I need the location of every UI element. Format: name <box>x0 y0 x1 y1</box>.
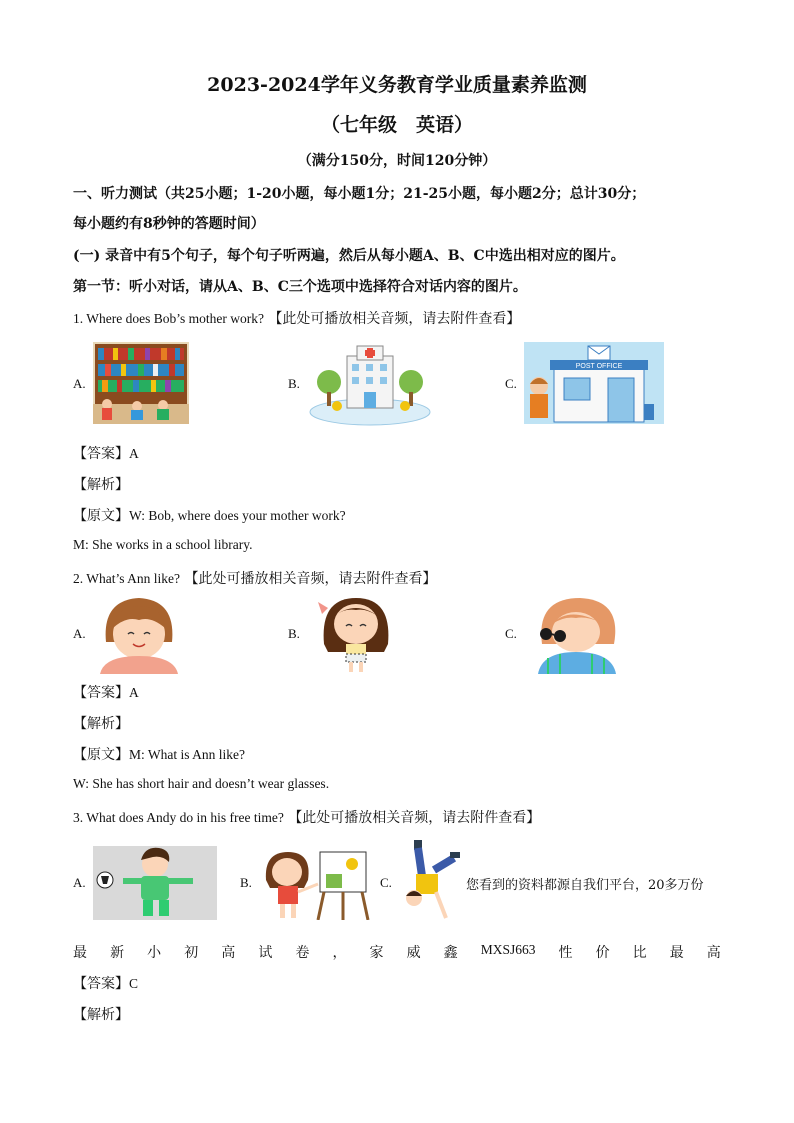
watermark-char: 新 <box>110 945 125 961</box>
hospital-image <box>307 342 433 426</box>
question-2-stem: 2. What’s Ann like? <box>73 571 180 586</box>
watermark-char: ， <box>332 945 347 961</box>
q1-answer-value: A <box>129 446 139 461</box>
question-3-audio-note: 【此处可播放相关音频，请去附件查看】 <box>288 810 541 826</box>
section-heading-line1: 一、听力测试（共25小题；1-20小题，每小题1分；21-25小题，每小题2分；总计30分； <box>73 186 646 202</box>
q2-original-line2: W: She has short hair and doesn’t wear glasses. <box>73 776 330 791</box>
watermark-char: 家 <box>369 945 384 961</box>
section-heading-line2: 每小题约有8秒钟的答题时间） <box>73 216 265 232</box>
post-office-image <box>524 342 664 424</box>
part-instruction: (一) 录音中有5个句子，每个句子听两遍，然后从每小题A、B、C中选出相对应的图片。 <box>73 248 625 264</box>
q2-answer-value: A <box>129 685 139 700</box>
q3-answer-label: 【答案】 <box>73 976 129 992</box>
subsection-instruction: 第一节：听小对话，请从A、B、C三个选项中选择符合对话内容的图片。 <box>73 279 527 295</box>
long-hair-girl-image <box>314 594 398 674</box>
watermark-char: 威 <box>406 945 421 961</box>
q1-original-label: 【原文】 <box>73 508 129 524</box>
boy-dancing-image <box>400 840 464 924</box>
q3-analysis-label: 【解析】 <box>73 1007 129 1023</box>
watermark-char: 最 <box>73 945 87 961</box>
q2-option-c-label: C. <box>505 626 517 641</box>
q2-answer-label: 【答案】 <box>73 685 129 701</box>
watermark-line2 <box>73 942 721 962</box>
page-subtitle: （七年级 英语） <box>320 114 473 136</box>
q2-original <box>73 744 245 764</box>
q1-original-line2: M: She works in a school library. <box>73 537 253 552</box>
watermark-char: 小 <box>147 945 162 961</box>
q2-analysis-label: 【解析】 <box>73 716 129 732</box>
q3-answer <box>73 973 138 993</box>
q1-answer <box>73 443 139 463</box>
watermark-line1: 您看到的资料都源自我们平台，20多万份 <box>466 878 704 893</box>
q1-option-a-label: A. <box>73 376 86 391</box>
glasses-girl-image <box>528 594 624 674</box>
watermark-char: 鑫 <box>443 945 458 961</box>
girl-painting-image <box>262 848 372 920</box>
watermark-code: MXSJ663 <box>480 942 536 957</box>
library-image <box>93 342 189 424</box>
question-3-stem: 3. What does Andy do in his free time? <box>73 810 284 825</box>
q1-analysis-label: 【解析】 <box>73 477 129 493</box>
watermark-char: 试 <box>258 945 273 961</box>
question-2-audio-note: 【此处可播放相关音频，请去附件查看】 <box>184 571 437 587</box>
q1-original <box>73 505 346 525</box>
question-2-stem-line <box>73 568 436 588</box>
q1-original-line1: W: Bob, where does your mother work? <box>129 508 346 523</box>
question-1-stem-line <box>73 308 520 328</box>
exam-note: （满分150分，时间120分钟） <box>297 153 497 169</box>
q3-option-c-label: C. <box>380 875 392 890</box>
q2-option-a-label: A. <box>73 626 86 641</box>
page-title: 2023-2024学年义务教育学业质量素养监测 <box>207 74 587 96</box>
watermark-char: 高 <box>221 945 236 961</box>
post-office-sign: POST OFFICE <box>575 363 623 370</box>
q2-original-label: 【原文】 <box>73 747 129 763</box>
watermark-char: 卷 <box>295 945 310 961</box>
watermark-char: 高 <box>706 945 721 961</box>
q1-option-b-label: B. <box>288 376 300 391</box>
q1-answer-label: 【答案】 <box>73 446 129 462</box>
q2-answer <box>73 682 139 702</box>
q2-option-b-label: B. <box>288 626 300 641</box>
short-hair-girl-image <box>96 594 182 674</box>
watermark-char: 最 <box>669 945 684 961</box>
watermark-char: 性 <box>558 945 573 961</box>
watermark-char: 价 <box>595 945 610 961</box>
q3-option-a-label: A. <box>73 875 86 890</box>
q3-option-b-label: B. <box>240 875 252 890</box>
boy-soccer-image <box>93 846 217 920</box>
question-1-audio-note: 【此处可播放相关音频，请去附件查看】 <box>268 311 521 327</box>
q2-original-line1: M: What is Ann like? <box>129 747 245 762</box>
watermark-char: 初 <box>184 945 199 961</box>
question-1-stem: 1. Where does Bob’s mother work? <box>73 311 264 326</box>
question-3-stem-line <box>73 807 540 827</box>
q1-option-c-label: C. <box>505 376 517 391</box>
q3-answer-value: C <box>129 976 139 991</box>
watermark-char: 比 <box>632 945 647 961</box>
